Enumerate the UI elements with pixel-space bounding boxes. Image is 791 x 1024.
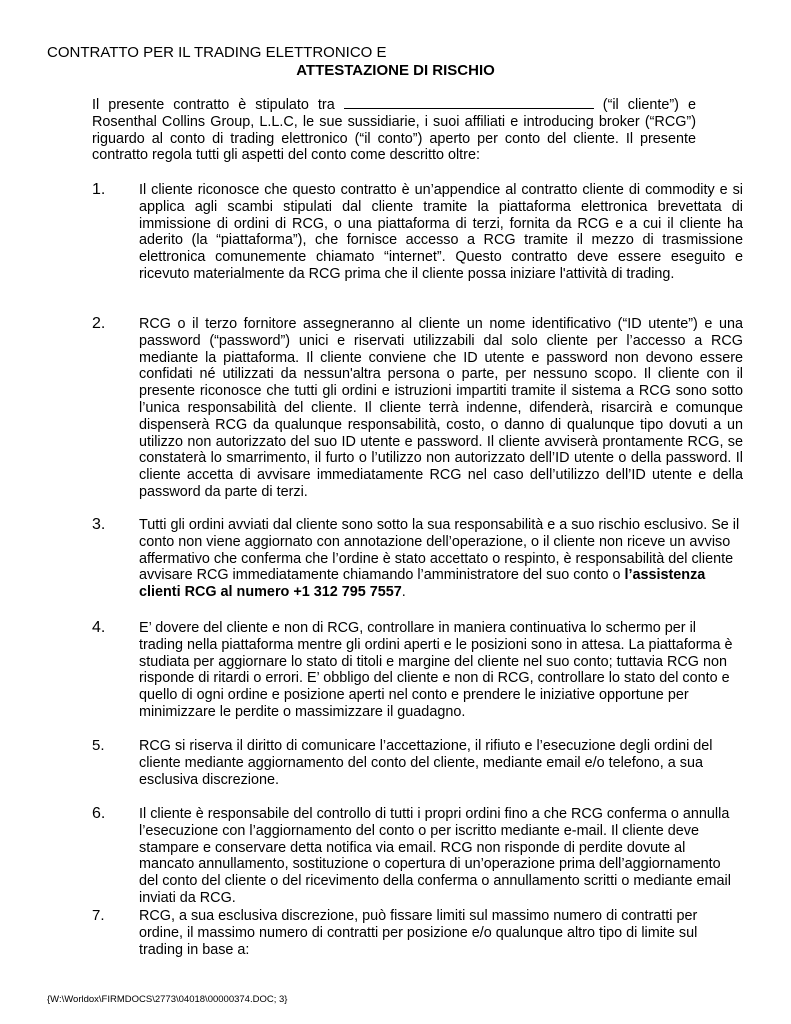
intro-before-blank: Il presente contratto è stipulato tra xyxy=(92,97,335,113)
clause-number: 2. xyxy=(92,315,106,332)
clause-number: 4. xyxy=(92,619,106,636)
document-title-line2: ATTESTAZIONE DI RISCHIO xyxy=(296,62,495,79)
clause-number: 3. xyxy=(92,516,106,533)
intro-paragraph xyxy=(92,96,696,164)
clause-text: E’ dovere del cliente e non di RCG, controllare in maniera continuativa lo schermo per il trading nella piattaforma mentre gli ordini aperti e le posizioni sono in attesa. La piattaforma è studiata per aggiornare lo stato di titoli e margine del cliente nel suo conto; tuttavia RCG non risponde di ritardi o errori. E’ obbligo del cliente e non di RCG, controllare lo stato del conto e quello di ogni ordine e posizione aperti nel conto e prendere le iniziative opportune per minimizzare le perdite o massimizzare il guadagno. xyxy=(139,620,733,720)
clause-number: 7. xyxy=(92,907,105,924)
client-name-blank-line xyxy=(344,96,594,109)
document-reference-footer: {W:\Worldox\FIRMDOCS\2773\04018\00000374.DOC; 3} xyxy=(47,994,288,1005)
clause-number: 1. xyxy=(92,181,106,198)
document-title-line1: CONTRATTO PER IL TRADING ELETTRONICO E xyxy=(47,44,387,61)
clause-3-text-end: . xyxy=(401,584,406,601)
clause-number: 6. xyxy=(92,805,106,822)
clause-3-text: Tutti gli ordini avviati dal cliente sono sotto la sua responsabilità e a suo rischio esclusivo. Se il conto non viene aggiornato con annotazione dell’operazione, o il cliente non riceve un avviso affermativo che conferma che l’ordine è stato accettato o respinto, è responsabilità del cliente avvisare RCG immediatamente chiamando l’amministratore del suo conto o xyxy=(139,517,740,584)
clause-text: Il cliente è responsabile del controllo di tutti i propri ordini fino a che RCG conferma o annulla l’esecuzione con l’aggiornamento del conto o per iscritto mediante e-mail. Il cliente deve stampare e conservare detta notifica via email. RCG non risponde di perdite dovute al mancato annullamento, sostituzione o copertura di un’operazione prima dell’aggiornamento del conto del cliente o del ricevimento della conferma o annullamento scritti o mediante email inviati da RCG. xyxy=(139,806,731,906)
clause-text: RCG, a sua esclusiva discrezione, può fissare limiti sul massimo numero di contratti per ordine, il massimo numero di contratti per posizione e/o qualunque altro tipo di limite sul trading in base a: xyxy=(139,908,698,958)
clause-number: 5. xyxy=(92,737,105,754)
intro-after-blank: (“il cliente”) e Rosenthal Collins Group, L.L.C, le sue sussidiarie, i suoi affiliati e introducing broker (“RCG”) riguardo al conto di trading elettronico (“il conto”) aperto per conto del cliente. Il presente contratto regola tutti gli aspetti del conto come descritto oltre: xyxy=(92,97,696,164)
rcg-support-phone: l’assistenza clienti RCG al numero +1 312 795 7557 xyxy=(139,567,706,601)
clause-text: RCG o il terzo fornitore assegneranno al cliente un nome identificativo (“ID utente”) e una password (“password”) unici e riservati utilizzabili dal solo cliente per l’accesso a RCG mediante la piattaforma. Il cliente conviene che ID utente e password non devono essere confidati né utilizzati da nessun'altra persona o parte, per nessuno scopo. Il cliente con il presente riconosce che tutti gli ordini e istruzioni impartiti tramite il sistema a RCG sono sotto l’unica responsabilità del cliente. Il cliente terrà indenne, difenderà, risarcirà e comunque dispenserà RCG da qualunque responsabilità, costo, o danno di qualunque tipo dovuti a un utilizzo non autorizzato del suo ID utente e password. Il cliente avviserà prontamente RCG, se constaterà lo smarrimento, il furto o l’utilizzo non autorizzato dell’ID utente o della password. Il cliente accetta di avvisare immediatamente RCG nel caso dell’utilizzo dell’ID utente e della password da parte di terzi. xyxy=(139,316,743,500)
clause-text: RCG si riserva il diritto di comunicare l’accettazione, il rifiuto e l’esecuzione degli ordini del cliente mediante aggiornamento del conto del cliente, mediante email e/o telefono, a sua esclusiva discrezione. xyxy=(139,738,713,788)
clause-text xyxy=(139,517,743,601)
clause-text: Il cliente riconosce che questo contratto è un’appendice al contratto cliente di commodity e si applica agli scambi stipulati dal cliente tramite la piattaforma elettronica brevettata di immissione di ordini di RCG, o una piattaforma di terzi, fornita da RCG e a cui il cliente ha aderito (la “piattaforma”), che fornisce accesso a RCG tramite il mezzo di trasmissione elettronica comunemente chiamato “internet”. Questo contratto deve essere eseguito e ricevuto materialmente da RCG prima che il cliente possa iniziare l'attività di trading. xyxy=(139,182,743,282)
